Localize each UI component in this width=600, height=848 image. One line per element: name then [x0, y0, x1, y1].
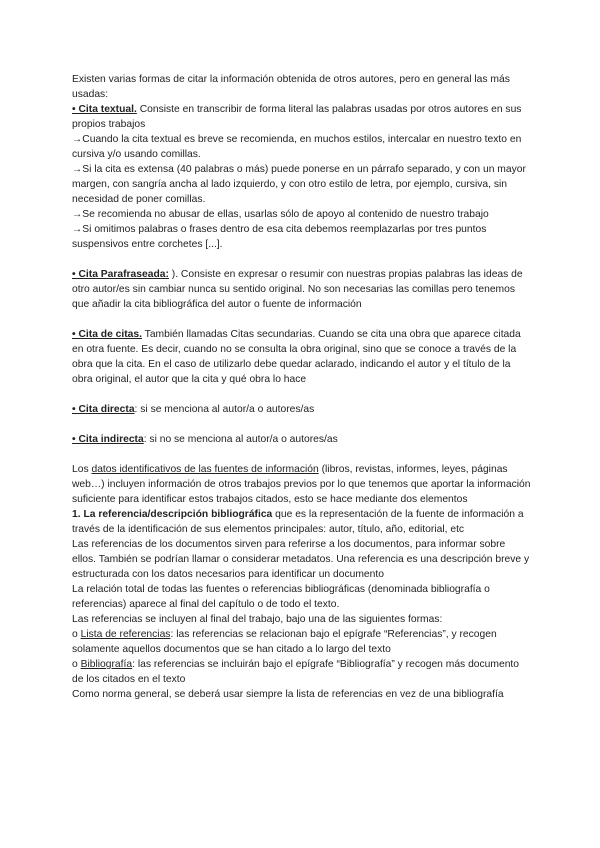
bibliografia-text: : las referencias se incluirán bajo el epígrafe “Bibliografía” y recogen más documento de los citados en el texto [72, 659, 520, 685]
spacer [72, 387, 532, 402]
bibliografia-term: Bibliografía [80, 659, 133, 670]
referencia-body-paragraph: Las referencias se incluyen al final del trabajo, bajo una de las siguientes formas: [72, 614, 443, 625]
cita-textual-paragraph [72, 102, 532, 132]
referencia-body-paragraph: La relación total de todas las fuentes o referencias bibliográficas (denominada bibliografía o referencias) aparece al final del capítulo o de todo el texto. [72, 584, 490, 610]
cita-textual-title: • Cita textual. [72, 104, 137, 115]
datos-text: (libros, revistas, informes, leyes, páginas web…) incluyen información de otros trabajos previos por lo que tenemos que aportar la información suficiente para identificar estos trabajos citados, esto se hace mediante dos elementos [72, 464, 531, 505]
datos-underlined-term: datos identificativos de las fuentes de información [91, 464, 319, 475]
referencia-text: que es la representación de la fuente de información a través de la identificación de sus elementos principales: autor, título, año, editorial, etc [72, 509, 524, 535]
lista-referencias-term: Lista de referencias [80, 629, 171, 640]
datos-prefix: Los [72, 464, 92, 475]
cita-de-citas-title: • Cita de citas. [72, 329, 142, 340]
document-body [72, 72, 532, 702]
cita-textual-text: Consiste en transcribir de forma literal las palabras usadas por otros autores en sus propios trabajos [72, 104, 522, 130]
cita-textual-note: →Se recomienda no abusar de ellas, usarlas sólo de apoyo al contenido de nuestro trabajo [72, 209, 489, 220]
cita-textual-note: →Si la cita es extensa (40 palabras o más) puede ponerse en un párrafo separado, y con un mayor margen, con sangría ancha al lado izquierdo, y con otro estilo de letra, por ejemplo, cursiva, sin necesidad de poner comillas. [72, 164, 526, 205]
cita-de-citas-text: También llamadas Citas secundarias. Cuando se cita una obra que aparece citada en otra fuente. Es decir, cuando no se consulta la obra original, sino que se conoce a través de la obra que la cita. En el caso de utilizarlo debe quedar aclarado, indicando el autor y el título de la obra original, el autor que la cita y qué obra lo hace [72, 329, 521, 385]
referencia-body-paragraph: Las referencias de los documentos sirven para referirse a los documentos, para informar sobre ellos. También se podrían llamar o considerar metadatos. Una referencia es una descripción breve y estructurada con los datos necesarios para identificar un documento [72, 539, 530, 580]
spacer [72, 417, 532, 432]
norma-paragraph: Como norma general, se deberá usar siempre la lista de referencias en vez de una bibliografía [72, 689, 504, 700]
list-bullet: o [72, 629, 81, 640]
spacer [72, 447, 532, 462]
cita-de-citas-paragraph [72, 327, 532, 387]
lista-referencias-text: : las referencias se relacionan bajo el epígrafe “Referencias”, y recogen solamente aquellos documentos que se han citado a lo largo del texto [72, 629, 497, 655]
cita-parafraseada-text: ). Consiste en expresar o resumir con nuestras propias palabras las ideas de otro autor/es sin cambiar nunca su sentido original. No son necesarias las comillas pero tenemos que añadir la cita bibliográfica del autor o fuente de información [72, 269, 523, 310]
intro-paragraph: Existen varias formas de citar la información obtenida de otros autores, pero en general las más usadas: [72, 74, 510, 100]
referencia-paragraph [72, 507, 532, 537]
bibliografia-item [72, 657, 532, 687]
cita-parafraseada-paragraph [72, 267, 532, 312]
cita-directa-text: : si se menciona al autor/a o autores/as [134, 404, 315, 415]
cita-textual-note: →Cuando la cita textual es breve se recomienda, en muchos estilos, intercalar en nuestro texto en cursiva y/o usando comillas. [72, 134, 522, 160]
cita-indirecta-title: • Cita indirecta [72, 434, 144, 445]
spacer [72, 312, 532, 327]
referencia-title: 1. La referencia/descripción bibliográfica [72, 509, 273, 520]
list-bullet: o [72, 659, 81, 670]
spacer [72, 252, 532, 267]
lista-referencias-item [72, 627, 532, 657]
cita-indirecta-text: : si no se menciona al autor/a o autores/as [143, 434, 338, 445]
cita-indirecta-paragraph [72, 432, 532, 447]
cita-parafraseada-title: • Cita Parafraseada: [72, 269, 169, 280]
datos-paragraph [72, 462, 532, 507]
cita-textual-note: →Si omitimos palabras o frases dentro de esa cita debemos reemplazarlas por tres puntos suspensivos entre corchetes [...]. [72, 224, 487, 250]
cita-directa-title: • Cita directa [72, 404, 135, 415]
cita-directa-paragraph [72, 402, 532, 417]
